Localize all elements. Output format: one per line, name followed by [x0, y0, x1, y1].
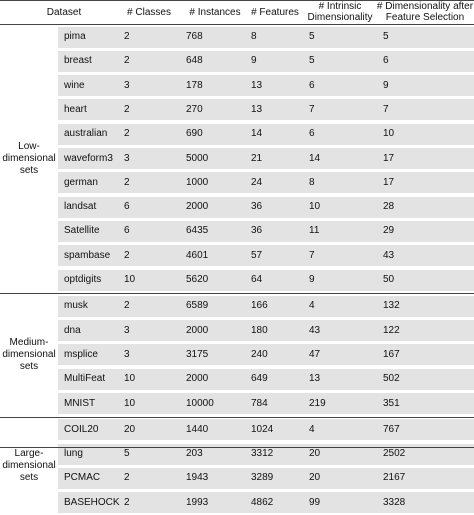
cell-instances: 690 [186, 128, 203, 140]
cell-name: dna [64, 324, 81, 336]
table-row [58, 418, 474, 442]
cell-after: 2167 [383, 472, 406, 484]
cell-classes: 2 [124, 176, 130, 188]
cell-name: PCMAC [64, 472, 101, 484]
table-row [58, 319, 474, 343]
table-row [58, 147, 474, 171]
cell-classes: 10 [124, 397, 136, 409]
cell-intrinsic: 47 [309, 348, 321, 360]
cell-features: 13 [251, 79, 263, 91]
cell-features: 4862 [251, 496, 274, 508]
cell-name: heart [64, 103, 87, 115]
cell-intrinsic: 10 [309, 201, 321, 213]
cell-after: 43 [383, 249, 395, 261]
cell-classes: 6 [124, 225, 130, 237]
header-classes: # Classes [127, 6, 171, 18]
cell-intrinsic: 7 [309, 249, 315, 261]
cell-classes: 2 [124, 103, 130, 115]
header-dimensionality-after-fs: # Dimensionality after Feature Selection [376, 1, 474, 23]
cell-name: pima [64, 31, 86, 42]
cell-features: 9 [251, 55, 257, 67]
table-row [58, 195, 474, 219]
cell-intrinsic: 4 [309, 300, 315, 312]
cell-intrinsic: 5 [309, 31, 315, 42]
cell-name: landsat [64, 201, 97, 213]
cell-after: 122 [383, 324, 400, 336]
cell-intrinsic: 20 [309, 448, 321, 460]
cell-instances: 4601 [186, 249, 209, 261]
table-row [58, 171, 474, 195]
cell-intrinsic: 6 [309, 128, 315, 140]
cell-after: 50 [383, 274, 395, 285]
cell-name: BASEHOCK [64, 496, 120, 508]
cell-instances: 6589 [186, 300, 209, 312]
cell-instances: 6435 [186, 225, 209, 237]
cell-instances: 2000 [186, 324, 209, 336]
cell-instances: 2000 [186, 201, 209, 213]
cell-features: 64 [251, 274, 263, 285]
table-row [58, 268, 474, 292]
cell-instances: 1000 [186, 176, 209, 188]
cell-classes: 2 [124, 249, 130, 261]
cell-classes: 3 [124, 324, 130, 336]
cell-features: 13 [251, 103, 263, 115]
cell-features: 784 [251, 397, 268, 409]
cell-intrinsic: 43 [309, 324, 321, 336]
cell-name: MultiFeat [64, 373, 106, 385]
cell-instances: 203 [186, 448, 203, 460]
table-row [58, 219, 474, 243]
cell-name: lung [64, 448, 83, 460]
cell-intrinsic: 11 [309, 225, 320, 237]
cell-instances: 648 [186, 55, 203, 67]
cell-intrinsic: 9 [309, 274, 315, 285]
cell-instances: 10000 [186, 397, 214, 409]
cell-after: 5 [383, 31, 389, 42]
cell-name: german [64, 176, 98, 188]
cell-features: 36 [251, 201, 263, 213]
cell-name: COIL20 [64, 423, 99, 435]
cell-name: breast [64, 55, 92, 67]
cell-features: 14 [251, 128, 263, 140]
cell-after: 17 [383, 152, 395, 164]
cell-name: musk [64, 300, 88, 312]
cell-classes: 2 [124, 55, 130, 67]
cell-classes: 20 [124, 423, 136, 435]
cell-features: 3312 [251, 448, 274, 460]
cell-classes: 2 [124, 300, 130, 312]
cell-instances: 5620 [186, 274, 209, 285]
cell-name: Satellite [64, 225, 100, 237]
cell-after: 9 [383, 79, 389, 91]
cell-features: 21 [251, 152, 263, 164]
table-row [58, 491, 474, 515]
cell-features: 24 [251, 176, 263, 188]
cell-after: 10 [383, 128, 395, 140]
table-row [58, 294, 474, 318]
table-row [58, 442, 474, 466]
cell-instances: 3175 [186, 348, 209, 360]
cell-after: 167 [383, 348, 400, 360]
header-intrinsic-dimensionality: # Intrinsic Dimensionality [307, 1, 373, 23]
cell-after: 7 [383, 103, 389, 115]
cell-classes: 10 [124, 274, 136, 285]
cell-classes: 3 [124, 79, 130, 91]
cell-instances: 768 [186, 31, 203, 42]
cell-name: MNIST [64, 397, 96, 409]
cell-classes: 3 [124, 152, 130, 164]
cell-classes: 10 [124, 373, 136, 385]
cell-intrinsic: 14 [309, 152, 321, 164]
cell-features: 36 [251, 225, 263, 237]
cell-after: 767 [383, 423, 400, 435]
cell-after: 28 [383, 201, 395, 213]
cell-features: 649 [251, 373, 268, 385]
cell-instances: 1943 [186, 472, 209, 484]
table-row [58, 367, 474, 391]
cell-classes: 6 [124, 201, 130, 213]
cell-classes: 2 [124, 496, 130, 508]
cell-intrinsic: 8 [309, 176, 315, 188]
group-label: Medium- dimensional sets [2, 337, 56, 373]
cell-intrinsic: 4 [309, 423, 315, 435]
table-row [58, 122, 474, 146]
cell-features: 240 [251, 348, 268, 360]
cell-intrinsic: 99 [309, 496, 321, 508]
table-row [58, 98, 474, 122]
group-label: Low- dimensional sets [2, 140, 56, 176]
cell-after: 29 [383, 225, 395, 237]
table-row [58, 25, 474, 49]
cell-intrinsic: 5 [309, 55, 315, 67]
cell-name: spambase [64, 249, 111, 261]
header-features: # Features [251, 6, 299, 18]
table-row [58, 244, 474, 268]
cell-classes: 2 [124, 128, 130, 140]
table-row [58, 343, 474, 367]
cell-features: 1024 [251, 423, 274, 435]
cell-name: msplice [64, 348, 98, 360]
cell-name: waveform3 [64, 152, 113, 164]
cell-after: 351 [383, 397, 400, 409]
cell-name: australian [64, 128, 108, 140]
header-instances: # Instances [189, 6, 241, 18]
table-row [58, 392, 474, 416]
header-dataset: Dataset [46, 6, 82, 18]
cell-features: 3289 [251, 472, 274, 484]
table-row [58, 74, 474, 98]
cell-name: wine [64, 79, 85, 91]
cell-after: 3328 [383, 496, 406, 508]
cell-intrinsic: 20 [309, 472, 321, 484]
table-row [58, 49, 474, 73]
group-label: Large- dimensional sets [2, 448, 56, 484]
cell-after: 17 [383, 176, 395, 188]
cell-features: 166 [251, 300, 268, 312]
cell-after: 502 [383, 373, 400, 385]
cell-name: optdigits [64, 274, 102, 285]
cell-features: 57 [251, 249, 263, 261]
cell-classes: 2 [124, 31, 130, 42]
table-row [58, 466, 474, 490]
cell-intrinsic: 13 [309, 373, 321, 385]
cell-instances: 5000 [186, 152, 209, 164]
cell-instances: 270 [186, 103, 203, 115]
cell-instances: 1993 [186, 496, 209, 508]
cell-instances: 178 [186, 79, 203, 91]
cell-classes: 2 [124, 472, 130, 484]
cell-features: 8 [251, 31, 257, 42]
cell-intrinsic: 6 [309, 79, 315, 91]
cell-after: 132 [383, 300, 400, 312]
cell-intrinsic: 219 [309, 397, 326, 409]
cell-classes: 3 [124, 348, 130, 360]
cell-features: 180 [251, 324, 268, 336]
cell-instances: 1440 [186, 423, 209, 435]
cell-instances: 2000 [186, 373, 209, 385]
cell-after: 6 [383, 55, 389, 67]
cell-intrinsic: 7 [309, 103, 315, 115]
cell-classes: 5 [124, 448, 130, 460]
cell-after: 2502 [383, 448, 406, 460]
